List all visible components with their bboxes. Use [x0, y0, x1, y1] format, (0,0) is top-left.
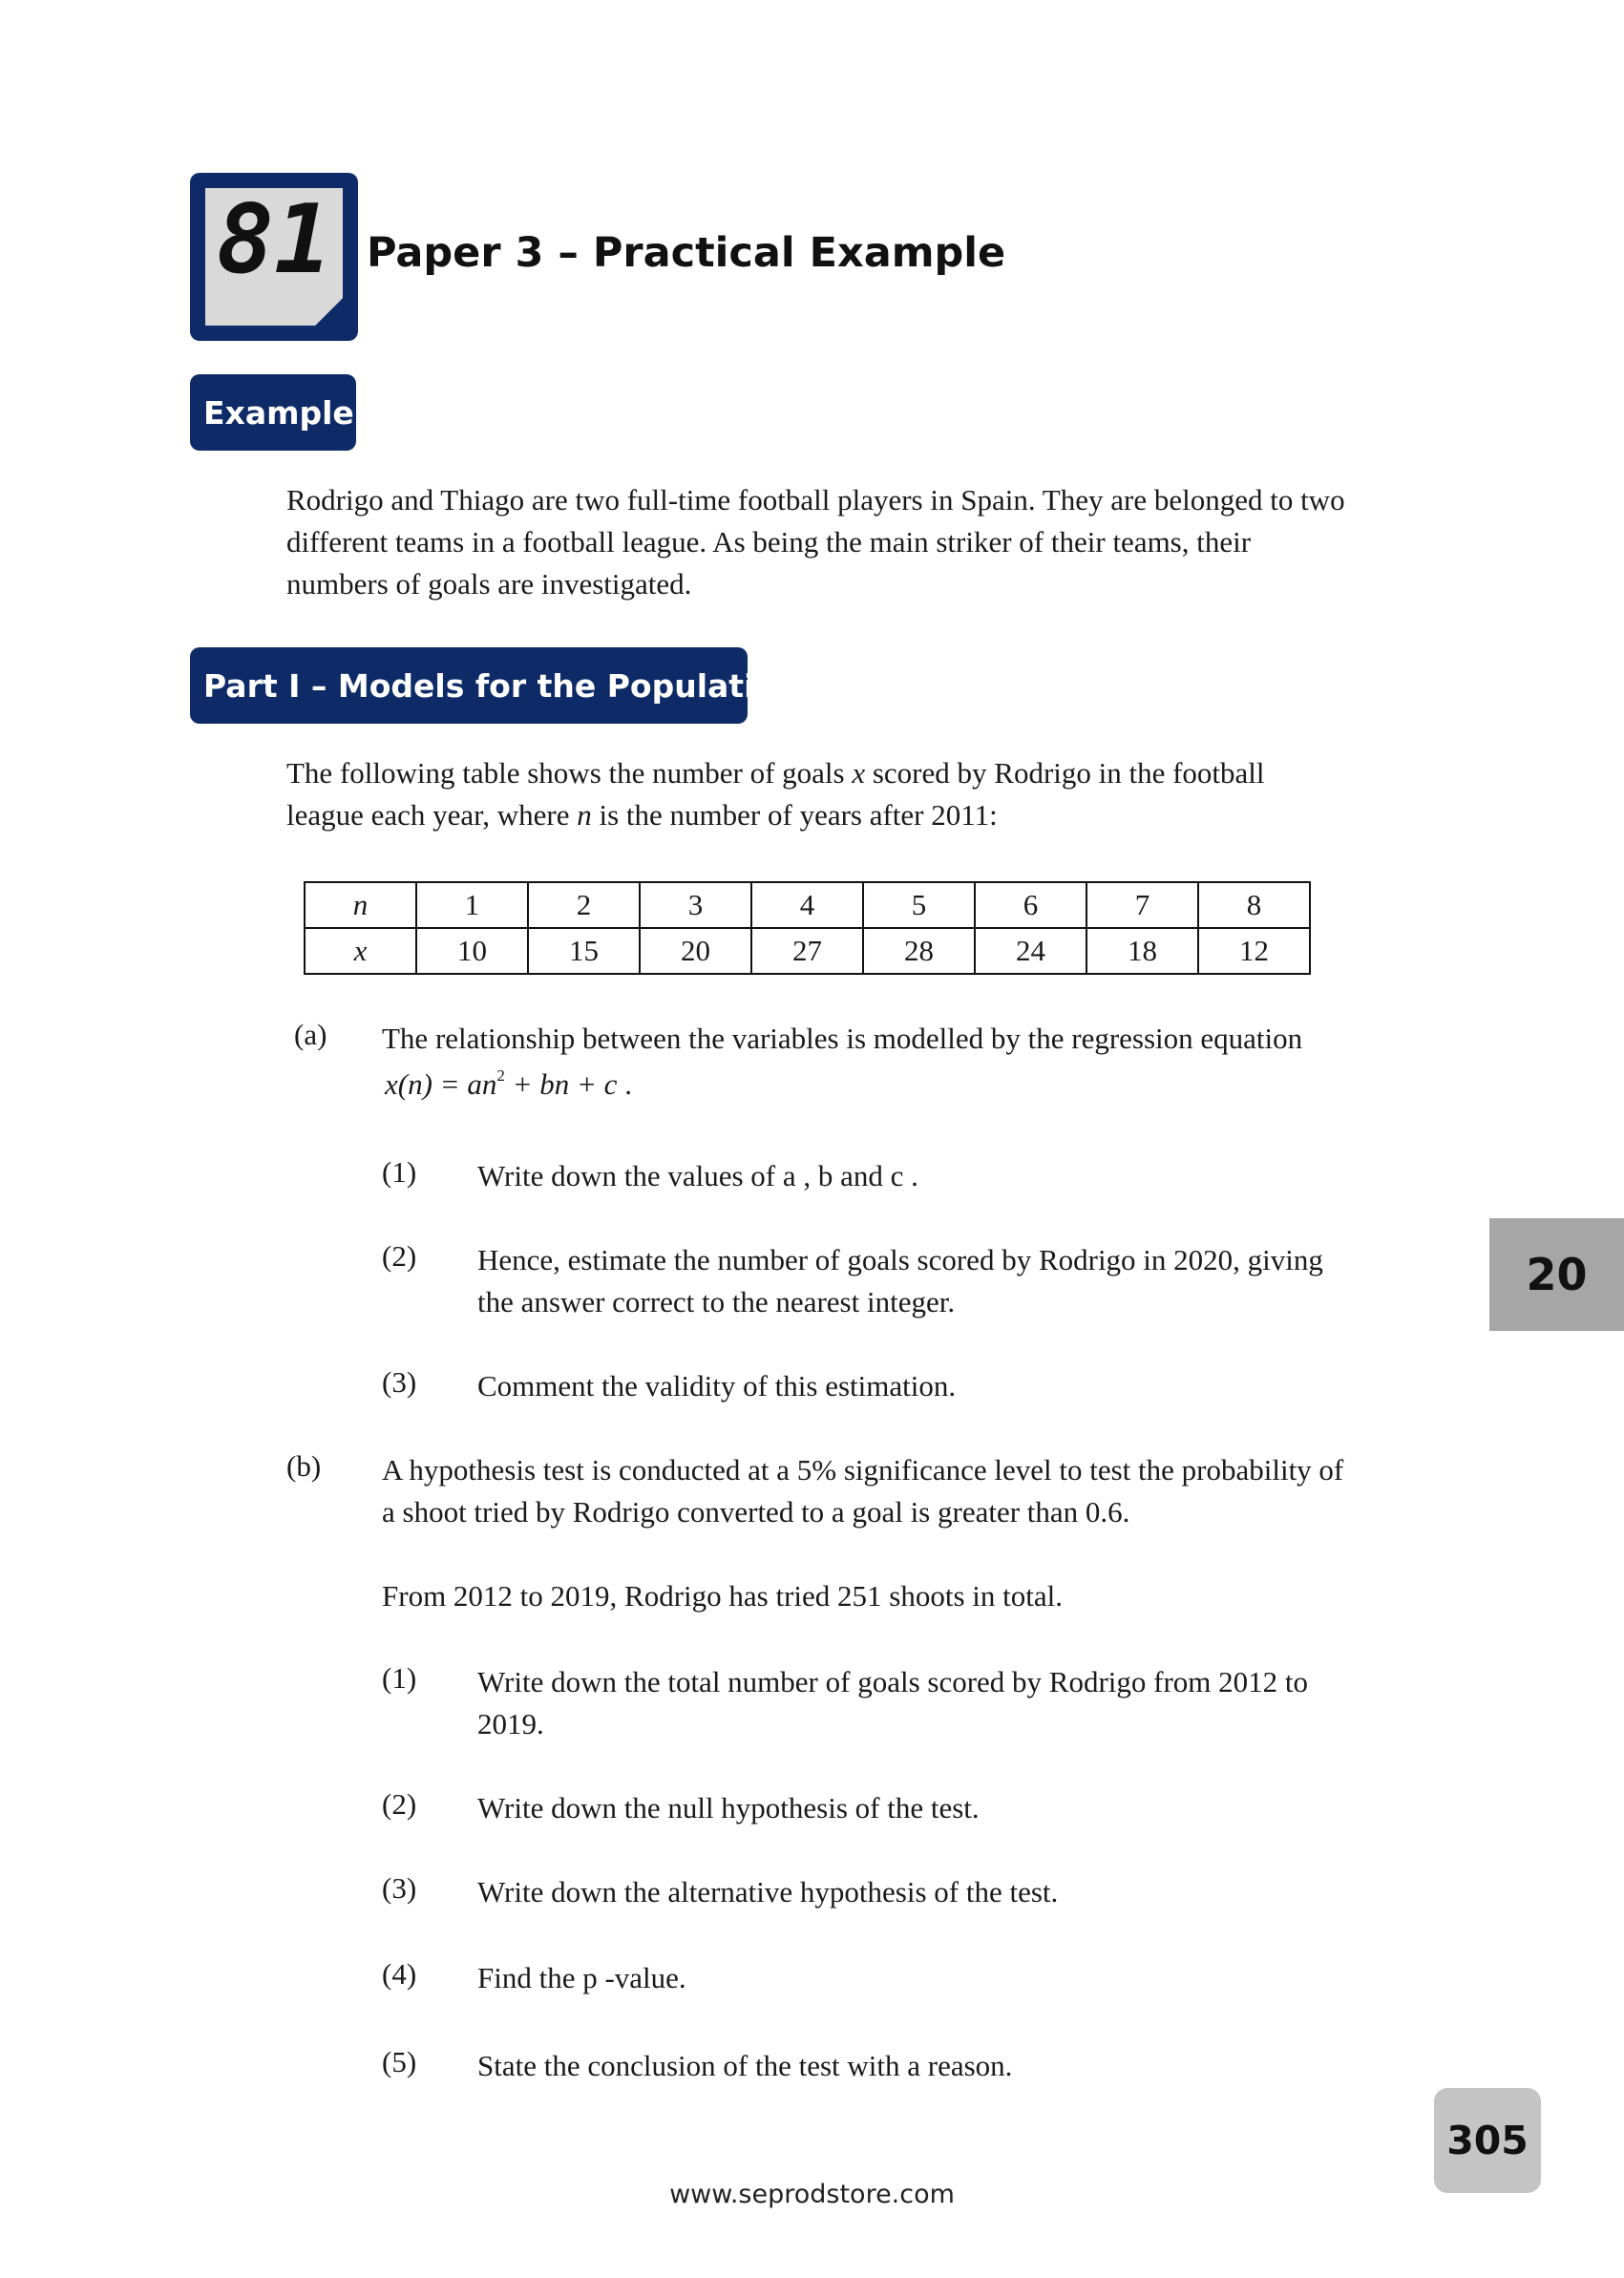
row-header-x: x	[305, 928, 416, 974]
table-row	[305, 882, 1310, 928]
table-cell: 7	[1086, 882, 1198, 928]
part-b-item-text: Find the p -value.	[477, 1961, 686, 1994]
part-a-label: (a)	[294, 1018, 327, 1051]
table-cell: 6	[975, 882, 1086, 928]
table-cell: 20	[640, 928, 751, 974]
part1-lead	[286, 752, 1265, 836]
intro-line: numbers of goals are investigated.	[286, 567, 692, 601]
table-cell: 4	[751, 882, 863, 928]
part1-lead-line2: league each year, where n is the number of years after 2011:	[286, 798, 998, 832]
part-a-item-text: Hence, estimate the number of goals scored by Rodrigo in 2020, giving the answer correct to the nearest integer.	[477, 1243, 1323, 1318]
table-cell: 5	[863, 882, 975, 928]
chapter-number: 81	[216, 183, 332, 295]
part-b-item-num: (3)	[382, 1871, 417, 1905]
part-b-note: From 2012 to 2019, Rodrigo has tried 251 shoots in total.	[382, 1579, 1063, 1613]
part-b-text: A hypothesis test is conducted at a 5% significance level to test the probability of a shoot tried by Rodrigo converted to a goal is greater than 0.6.	[382, 1453, 1344, 1529]
table-cell: 27	[751, 928, 863, 974]
example-label: Example	[190, 374, 356, 451]
part-b-item-text: State the conclusion of the test with a reason.	[477, 2049, 1013, 2082]
chapter-number-badge	[190, 173, 358, 341]
table-cell: 24	[975, 928, 1086, 974]
part-b-item-text: Write down the null hypothesis of the test.	[477, 1791, 980, 1825]
regression-equation: $x(n) = an^2$ + bn + c .	[385, 1066, 632, 1101]
part-a-item-num: (3)	[382, 1365, 417, 1399]
part-b-item-num: (1)	[382, 1661, 417, 1695]
table-cell: 8	[1198, 882, 1310, 928]
intro-line: different teams in a football league. As being the main striker of their teams, their	[286, 525, 1252, 559]
intro-paragraph	[286, 479, 1345, 605]
footer-url[interactable]: www.seprodstore.com	[669, 2180, 955, 2209]
goals-table	[304, 881, 1311, 975]
table-cell: 28	[863, 928, 975, 974]
part-b-item-num: (4)	[382, 1957, 417, 1991]
part-b-item-num: (5)	[382, 2045, 417, 2078]
intro-line: Rodrigo and Thiago are two full-time football players in Spain. They are belonged to two	[286, 483, 1345, 517]
row-header-n: n	[305, 882, 416, 928]
table-cell: 15	[528, 928, 640, 974]
table-cell: 2	[528, 882, 640, 928]
table-cell: 1	[416, 882, 528, 928]
table-cell: 12	[1198, 928, 1310, 974]
part-a-item-num: (2)	[382, 1239, 417, 1273]
part1-label: Part I – Models for the Population 1	[190, 647, 748, 724]
table-cell: 18	[1086, 928, 1198, 974]
table-cell: 10	[416, 928, 528, 974]
part1-lead-line1: The following table shows the number of goals x scored by Rodrigo in the football	[286, 756, 1265, 790]
part-a-item-text: Write down the values of a , b and c .	[477, 1159, 918, 1192]
table-row	[305, 928, 1310, 974]
part-b-item-text: Write down the alternative hypothesis of the test.	[477, 1875, 1059, 1909]
part-a-item-num: (1)	[382, 1155, 417, 1189]
part-a-item-text: Comment the validity of this estimation.	[477, 1369, 957, 1403]
part-b-item-num: (2)	[382, 1787, 417, 1821]
chapter-title: Paper 3 – Practical Example	[367, 229, 1006, 277]
part-b-item-text: Write down the total number of goals scored by Rodrigo from 2012 to 2019.	[477, 1665, 1309, 1740]
part-b-label: (b)	[286, 1449, 322, 1483]
part-a-text: The relationship between the variables is modelled by the regression equation	[382, 1022, 1303, 1055]
table-cell: 3	[640, 882, 751, 928]
chapter-side-tab: 20	[1489, 1218, 1624, 1331]
page-number: 305	[1434, 2088, 1541, 2193]
